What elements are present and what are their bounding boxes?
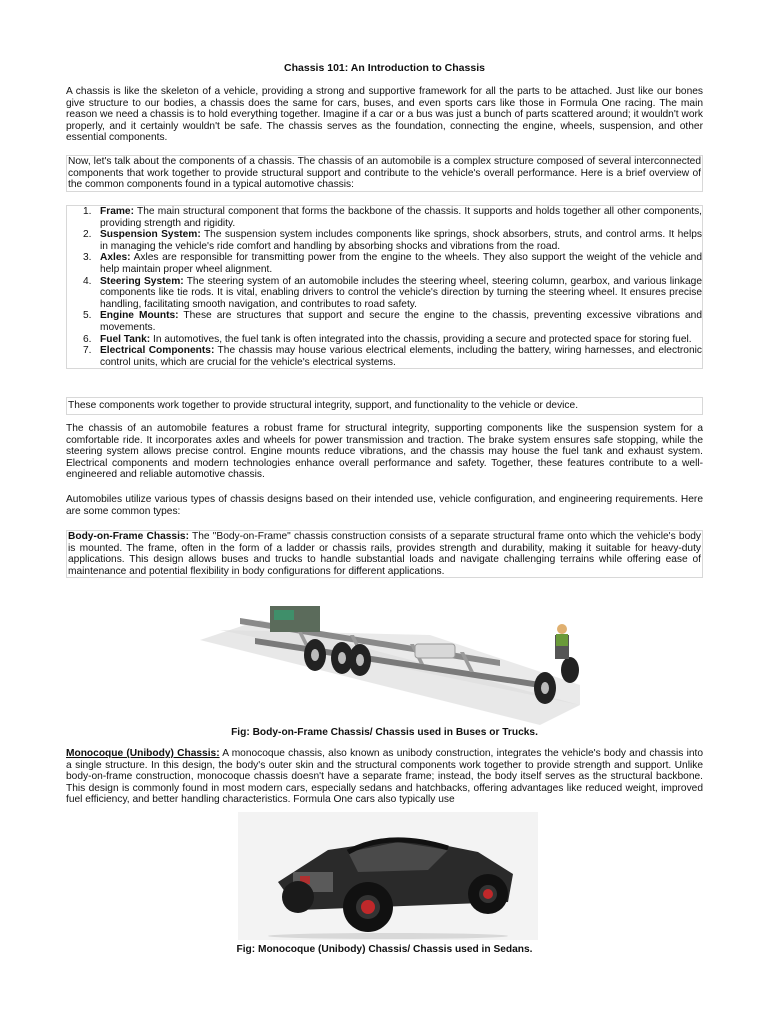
types-intro-paragraph: Automobiles utilize various types of chassis designs based on their intended use, vehicle configuration, and engineering requirements. Here are some common types: bbox=[66, 494, 703, 517]
components-intro-paragraph: Now, let's talk about the components of a chassis. The chassis of an automobile is a complex structure composed of several interconnected components that work together to provide structural support and contribute to the vehicle's overall performance. Here is a brief overview of the common components found in a typical automotive chassis: bbox=[68, 156, 701, 191]
list-item: 3. Axles: Axles are responsible for transmitting power from the engine to the wheels. They also support the weight of the vehicle and help maintain proper wheel alignment. bbox=[83, 252, 702, 275]
monocoque-paragraph: Monocoque (Unibody) Chassis: A monocoque chassis, also known as unibody construction, integrates the vehicle's body and chassis into a single structure. In this design, the body's outer skin and the structural components work together to provide strength and support. Unlike body-on-frame construction, monocoque chassis doesn't have a separate frame; instead, the body itself serves as the structural backbone. This design is commonly found in most modern cars, especially sedans and hatchbacks, offering advantages like reduced weight, improved fuel efficiency, and better handling characteristics. Formula One cars also typically use bbox=[66, 748, 703, 806]
list-item: 1. Frame: The main structural component that forms the backbone of the chassis. It supports and holds together all other components, providing strength and rigidity. bbox=[83, 206, 702, 229]
frame-paragraph: The chassis of an automobile features a robust frame for structural integrity, supporting components like the suspension system for a comfortable ride. It incorporates axles and wheels for power transmission and traction. The brake system ensures safe stopping, while the steering system allows precise control. Engine mounts reduce vibrations, and the chassis may house the fuel tank and exhaust system. Electrical components and modern technologies enhance overall performance and safety. Together, these features contribute to a well-engineered and reliable automotive chassis. bbox=[66, 423, 703, 481]
components-list bbox=[66, 205, 703, 369]
sports-car-chassis-illustration bbox=[238, 812, 538, 940]
components-summary: These components work together to provide structural integrity, support, and functionality to the vehicle or device. bbox=[66, 397, 703, 415]
monocoque-term: Monocoque (Unibody) Chassis: bbox=[66, 748, 220, 759]
body-on-frame-figure bbox=[200, 600, 580, 725]
list-item: 6. Fuel Tank: In automotives, the fuel tank is often integrated into the chassis, providing a secure and protected space for storing fuel. bbox=[83, 333, 692, 345]
monocoque-figure bbox=[238, 812, 538, 940]
body-on-frame-paragraph: Body-on-Frame Chassis: The "Body-on-Frame" chassis construction consists of a separate structural frame onto which the vehicle's body is mounted. The frame, often in the form of a ladder or chassis rails, provides strength and durability, making it suitable for heavy-duty applications. This design allows buses and trucks to handle substantial loads and navigate challenging terrains while offering ease of maintenance and potential flexibility in body configurations for different applications. bbox=[68, 531, 701, 577]
list-item: 7. Electrical Components: The chassis may house various electrical elements, including the battery, wiring harnesses, and electronic control units, which are crucial for the vehicle's electrical systems. bbox=[83, 345, 702, 368]
list-item: 5. Engine Mounts: These are structures that support and secure the engine to the chassis, preventing excessive vibrations and movements. bbox=[83, 310, 702, 333]
body-on-frame-term: Body-on-Frame Chassis: bbox=[68, 531, 189, 542]
list-item: 4. Steering System: The steering system of an automobile includes the steering wheel, steering column, gearbox, and various linkage components like tie rods. It is vital, enabling drivers to control the vehicle's direction by turning the steering wheel. It ensures precise handling, facilitating smooth navigation, and contributes to road safety. bbox=[83, 275, 702, 310]
list-item: 2. Suspension System: The suspension system includes components like springs, shock absorbers, struts, and control arms. It helps in managing the vehicle's ride comfort and handling by absorbing shocks and vibrations from the road. bbox=[83, 229, 702, 252]
figure-2-caption: Fig: Monocoque (Unibody) Chassis/ Chassis used in Sedans. bbox=[236, 944, 533, 955]
bus-chassis-illustration bbox=[200, 600, 580, 725]
figure-1-caption: Fig: Body-on-Frame Chassis/ Chassis used in Buses or Trucks. bbox=[231, 727, 538, 738]
intro-paragraph: A chassis is like the skeleton of a vehicle, providing a strong and supportive framework for all the parts to be attached. Just like our bones give structure to our bodies, a chassis does the same for cars, buses, and even sports cars like those in Formula One racing. The main reason we need a chassis is to hold everything together. Imagine if a car or a bus was just a bunch of parts scattered around; it wouldn't work properly, and it certainly wouldn't be safe. The chassis serves as the foundation, connecting the engine, wheels, suspension, and other essential components. bbox=[66, 86, 703, 144]
document-title: Chassis 101: An Introduction to Chassis bbox=[284, 62, 485, 74]
